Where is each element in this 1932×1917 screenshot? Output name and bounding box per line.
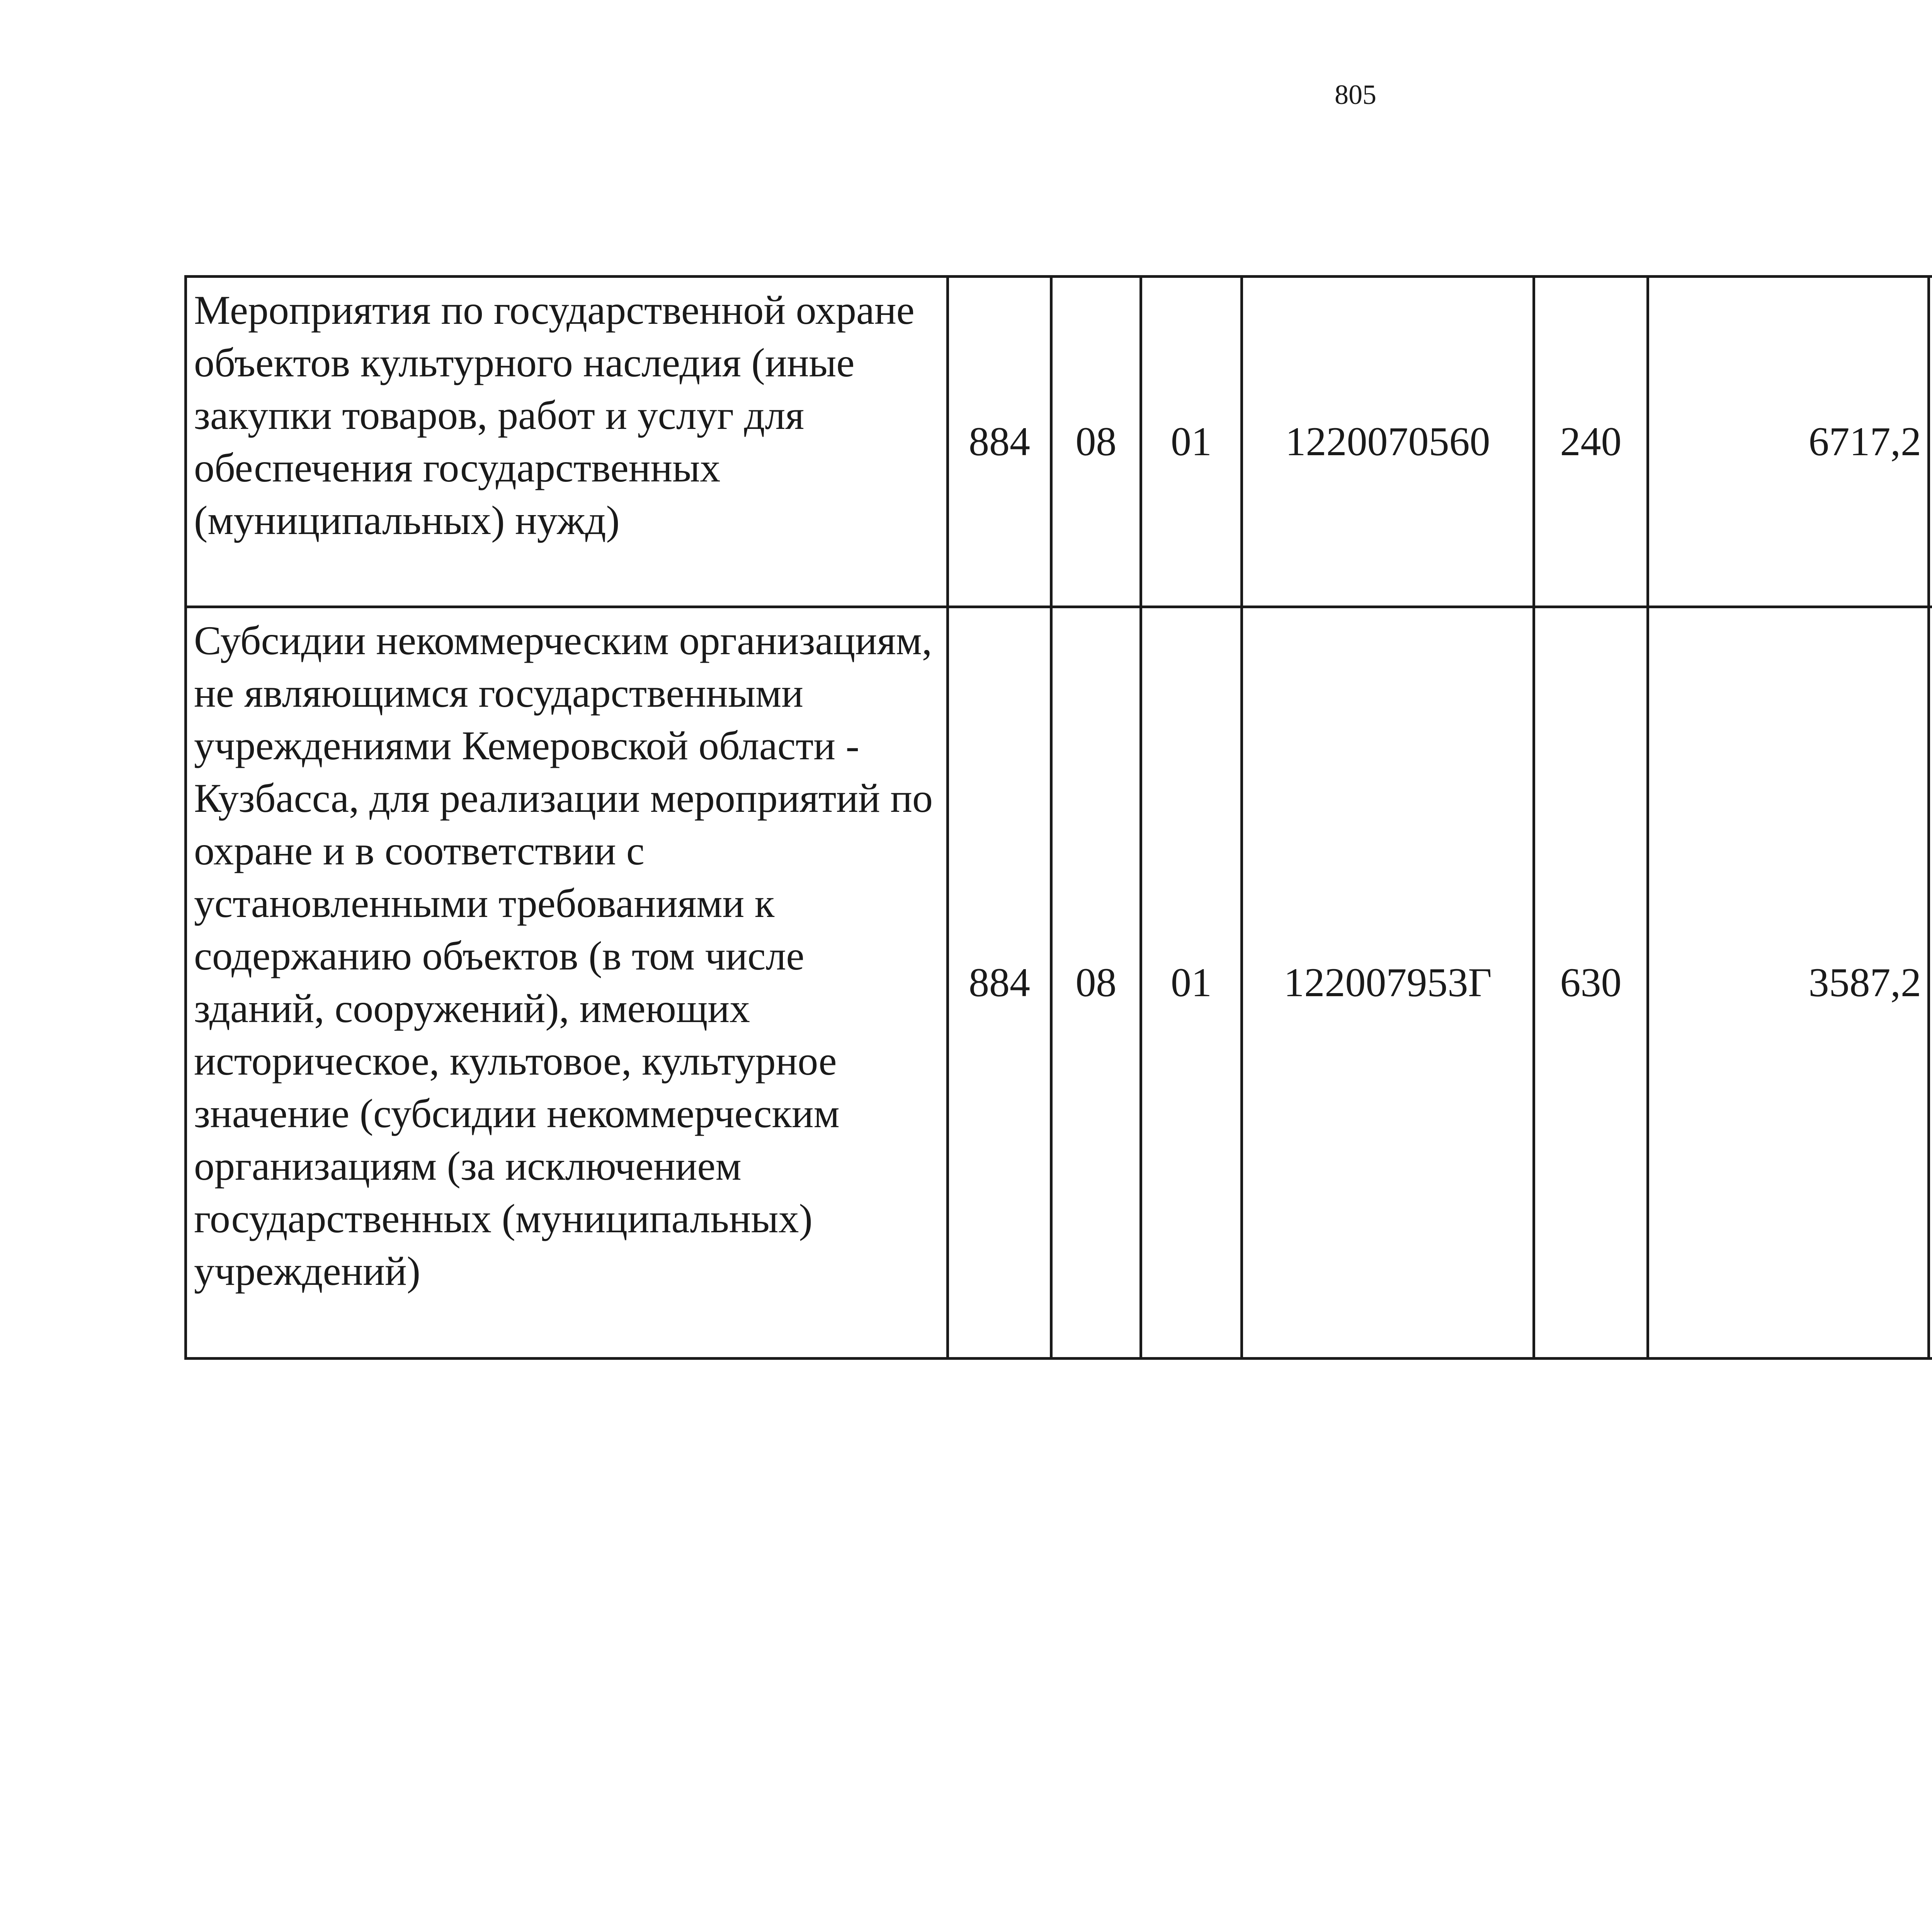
table-row: [186, 607, 1932, 1359]
amount-year-2: [1929, 607, 1932, 1359]
ministry-code: 884: [948, 277, 1051, 607]
expense-type-code: 240: [1534, 277, 1648, 607]
target-article-code: 122007953Г: [1242, 607, 1534, 1359]
expense-type-code: 630: [1534, 607, 1648, 1359]
row-description: Мероприятия по государственной охране объектов культурного наследия (иные закупки товаров, работ и услуг для обеспечения государственных (муниципальных) нужд): [186, 277, 948, 607]
target-article-code: 1220070560: [1242, 277, 1534, 607]
budget-table: [184, 275, 1932, 1360]
amount-year-1: 3587,2: [1648, 607, 1929, 1359]
subsection-code: 01: [1141, 607, 1242, 1359]
subsection-code: 01: [1141, 277, 1242, 607]
ministry-code: 884: [948, 607, 1051, 1359]
page-number: 805: [1335, 79, 1376, 110]
amount-year-1: 6717,2: [1648, 277, 1929, 607]
section-code: 08: [1051, 277, 1141, 607]
table-row: [186, 277, 1932, 607]
section-code: 08: [1051, 607, 1141, 1359]
row-description: Субсидии некоммерческим организациям, не являющимся государственными учреждениями Кемеровской области - Кузбасса, для реализации мероприятий по охране и в соответствии с установленными требованиями к содержанию объектов (в том числе зданий, сооружений), имеющих историческое, культовое, культурное значение (субсидии некоммерческим организациям (за исключением государственных (муниципальных) учреждений): [186, 607, 948, 1359]
amount-year-2: [1929, 277, 1932, 607]
